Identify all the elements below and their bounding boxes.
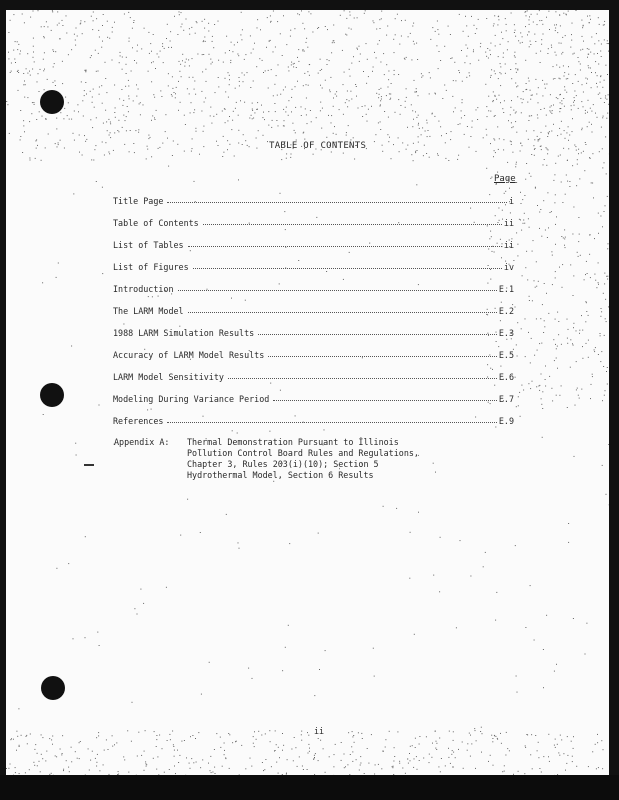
toc-entry-title: Modeling During Variance Period	[113, 394, 270, 404]
toc-entry	[113, 282, 514, 294]
toc-entry-page: E.3	[498, 328, 514, 338]
toc-entry-page: ii	[503, 240, 514, 250]
appendix-description	[187, 437, 419, 481]
appendix-line: Thermal Demonstration Pursuant to Illinois	[187, 437, 399, 447]
toc-leader-dots	[258, 333, 497, 335]
toc-entry-page: E.9	[498, 416, 514, 426]
toc-entry-page: iv	[503, 262, 514, 272]
scan-border	[0, 775, 619, 800]
toc-entry	[113, 392, 514, 404]
toc-entry-title: LARM Model Sensitivity	[113, 372, 224, 382]
toc-leader-dots	[167, 421, 496, 423]
margin-mark	[84, 464, 94, 466]
toc-entry	[113, 326, 514, 338]
page-title: TABLE OF CONTENTS	[269, 141, 367, 151]
toc-entry-page: E.5	[498, 350, 514, 360]
document-page	[6, 10, 609, 775]
toc-leader-dots	[167, 201, 507, 203]
toc-entry	[113, 414, 514, 426]
appendix-label: Appendix A:	[114, 437, 170, 447]
toc-entry	[113, 260, 514, 272]
appendix-line: Pollution Control Board Rules and Regulations,	[187, 448, 419, 458]
punch-hole	[40, 383, 64, 407]
toc-leader-dots	[203, 223, 502, 225]
toc-entry-page: E.7	[498, 394, 514, 404]
appendix-line: Hydrothermal Model, Section 6 Results	[187, 470, 374, 480]
toc-leader-dots	[273, 399, 497, 401]
toc-entry	[113, 348, 514, 360]
toc-entry-title: List of Tables	[113, 240, 184, 250]
toc-entry-page: E.2	[498, 306, 514, 316]
punch-hole	[41, 676, 65, 700]
toc-leader-dots	[228, 377, 497, 379]
toc-entry-page: E.6	[498, 372, 514, 382]
toc-entry-title: The LARM Model	[113, 306, 184, 316]
appendix-line: Chapter 3, Rules 203(i)(10); Section 5	[187, 459, 379, 469]
toc-leader-dots	[268, 355, 497, 357]
toc-leader-dots	[188, 311, 497, 313]
toc-entry	[113, 194, 514, 206]
toc-entry-title: Table of Contents	[113, 218, 199, 228]
toc-entry-title: 1988 LARM Simulation Results	[113, 328, 255, 338]
toc-entry	[113, 238, 514, 250]
footer-page-number: ii	[314, 726, 325, 736]
toc-entry	[113, 370, 514, 382]
appendix-entry	[114, 437, 419, 481]
toc-entry-page: E.1	[498, 284, 514, 294]
punch-hole	[40, 90, 64, 114]
toc-entry-title: List of Figures	[113, 262, 189, 272]
toc-entry-title: References	[113, 416, 164, 426]
toc-leader-dots	[193, 267, 502, 269]
toc-entry-title: Title Page	[113, 196, 164, 206]
toc-entry-page: i	[508, 196, 514, 206]
toc-entry	[113, 304, 514, 316]
toc-entry	[113, 216, 514, 228]
toc-entry-page: ii	[503, 218, 514, 228]
toc-leader-dots	[188, 245, 502, 247]
toc-entry-title: Introduction	[113, 284, 174, 294]
toc-entry-title: Accuracy of LARM Model Results	[113, 350, 265, 360]
page-column-header: Page	[494, 174, 516, 184]
toc-leader-dots	[178, 289, 497, 291]
